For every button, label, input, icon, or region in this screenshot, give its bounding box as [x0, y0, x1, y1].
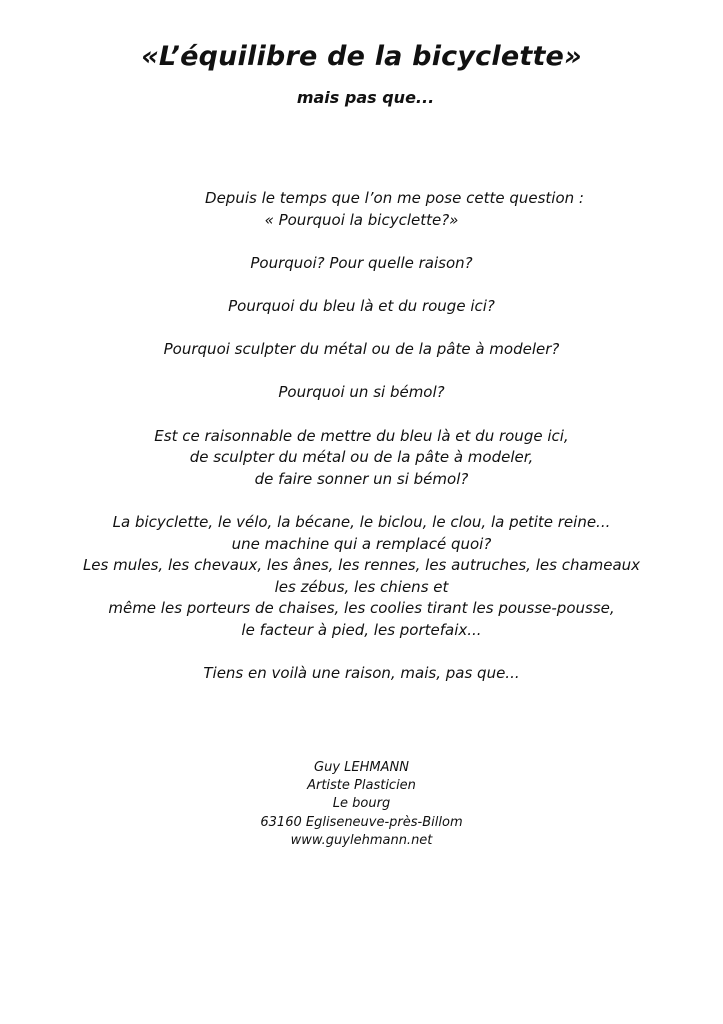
document-subtitle: mais pas que...	[296, 88, 435, 107]
author-role: Artiste Plasticien	[307, 778, 416, 794]
intro-line: Depuis le temps que l’on me pose cette question :	[205, 189, 584, 207]
bicycle-line: une machine qui a remplacé quoi?	[231, 534, 492, 553]
signature-block	[0, 759, 723, 850]
question-line: Pourquoi du bleu là et du rouge ici?	[228, 296, 495, 315]
bicycle-line: Les mules, les chevaux, les ânes, les rennes, les autruches, les chameaux	[82, 556, 641, 575]
poem-body	[0, 188, 723, 685]
bicycle-line: La bicyclette, le vélo, la bécane, le biclou, le clou, la petite reine...	[112, 512, 611, 531]
stanza-gap	[0, 490, 723, 512]
reasoning-line: de sculpter du métal ou de la pâte à modeler,	[189, 448, 534, 467]
stanza-gap	[0, 361, 723, 383]
question-line: Pourquoi? Pour quelle raison?	[250, 253, 473, 272]
question-line: Pourquoi un si bémol?	[278, 383, 445, 402]
intro-line: « Pourquoi la bicyclette?»	[264, 210, 459, 229]
stanza-gap	[0, 641, 723, 663]
stanza-gap	[0, 274, 723, 296]
website-link[interactable]: www.guylehmann.net	[290, 832, 433, 848]
bicycle-line: le facteur à pied, les portefaix...	[241, 620, 482, 639]
bicycle-line: les zébus, les chiens et	[274, 577, 449, 596]
stanza-gap	[0, 318, 723, 340]
address-line: Le bourg	[332, 796, 391, 812]
stanza-gap	[0, 404, 723, 426]
reasoning-line: de faire sonner un si bémol?	[254, 469, 469, 488]
conclusion-line: Tiens en voilà une raison, mais, pas que...	[203, 664, 520, 683]
author-name: Guy LEHMANN	[314, 760, 409, 775]
bicycle-line: même les porteurs de chaises, les coolies tirant les pousse-pousse,	[108, 599, 615, 618]
document-title: «L’équilibre de la bicyclette»	[141, 41, 582, 72]
reasoning-line: Est ce raisonnable de mettre du bleu là et du rouge ici,	[154, 426, 569, 445]
question-line: Pourquoi sculpter du métal ou de la pâte à modeler?	[163, 340, 560, 359]
address-line: 63160 Egliseneuve-près-Billom	[260, 814, 463, 830]
stanza-gap	[0, 231, 723, 253]
